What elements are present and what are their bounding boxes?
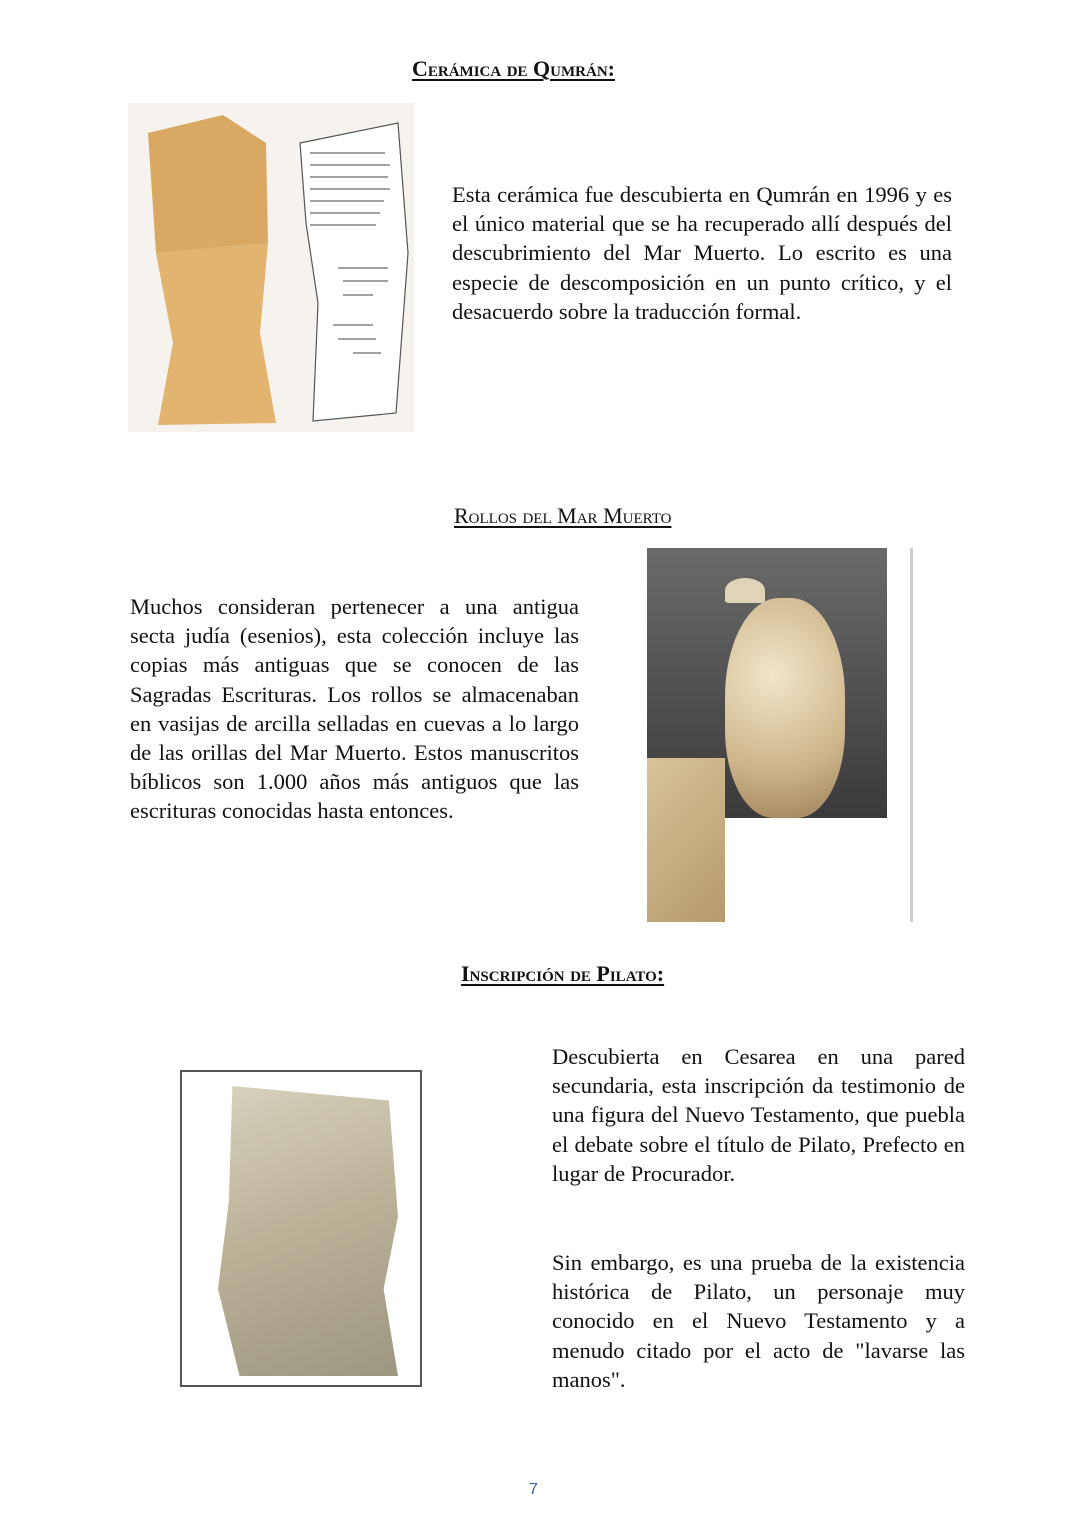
rollos-description: Muchos consideran pertenecer a una antigua secta judía (esenios), esta colección incluye las copias más antiguas que se conocen de las Sagradas Escrituras. Los rollos se almacenaban en vasijas de arcilla selladas en cuevas a lo largo de las orillas del Mar Muerto. Estos manuscritos bíblicos son 1.000 años más antiguos que las escrituras conocidas hasta entonces.	[130, 594, 579, 824]
page-number: 7	[529, 1481, 538, 1498]
ceramica-description: Esta cerámica fue descubierta en Qumrán en 1996 y es el único material que se ha recuperado allí después del descubrimiento del Mar Muerto. Lo escrito es una especie de descomposición en un punto crítico, y el desacuerdo sobre la traducción formal.	[452, 182, 952, 324]
ostracon-illustration	[128, 103, 414, 432]
pilato-description-2: Sin embargo, es una prueba de la existencia histórica de Pilato, un personaje muy conocido en el Nuevo Testamento y a menudo citado por el acto de "lavarse las manos".	[552, 1250, 965, 1392]
heading-inscripcion-pilato: Inscripción de Pilato:	[461, 961, 665, 986]
jar-image	[647, 548, 913, 922]
pilate-stone-image	[180, 1070, 422, 1387]
ostracon-image	[128, 103, 414, 432]
heading-ceramica-qumran: Cerámica de Qumrán:	[412, 56, 615, 81]
heading-rollos-mar-muerto: Rollos del Mar Muerto	[454, 503, 672, 528]
pilato-description: Descubierta en Cesarea en una pared secundaria, esta inscripción da testimonio de una figura del Nuevo Testamento, que puebla el debate sobre el título de Pilato, Prefecto en lugar de Procurador.	[552, 1044, 965, 1186]
